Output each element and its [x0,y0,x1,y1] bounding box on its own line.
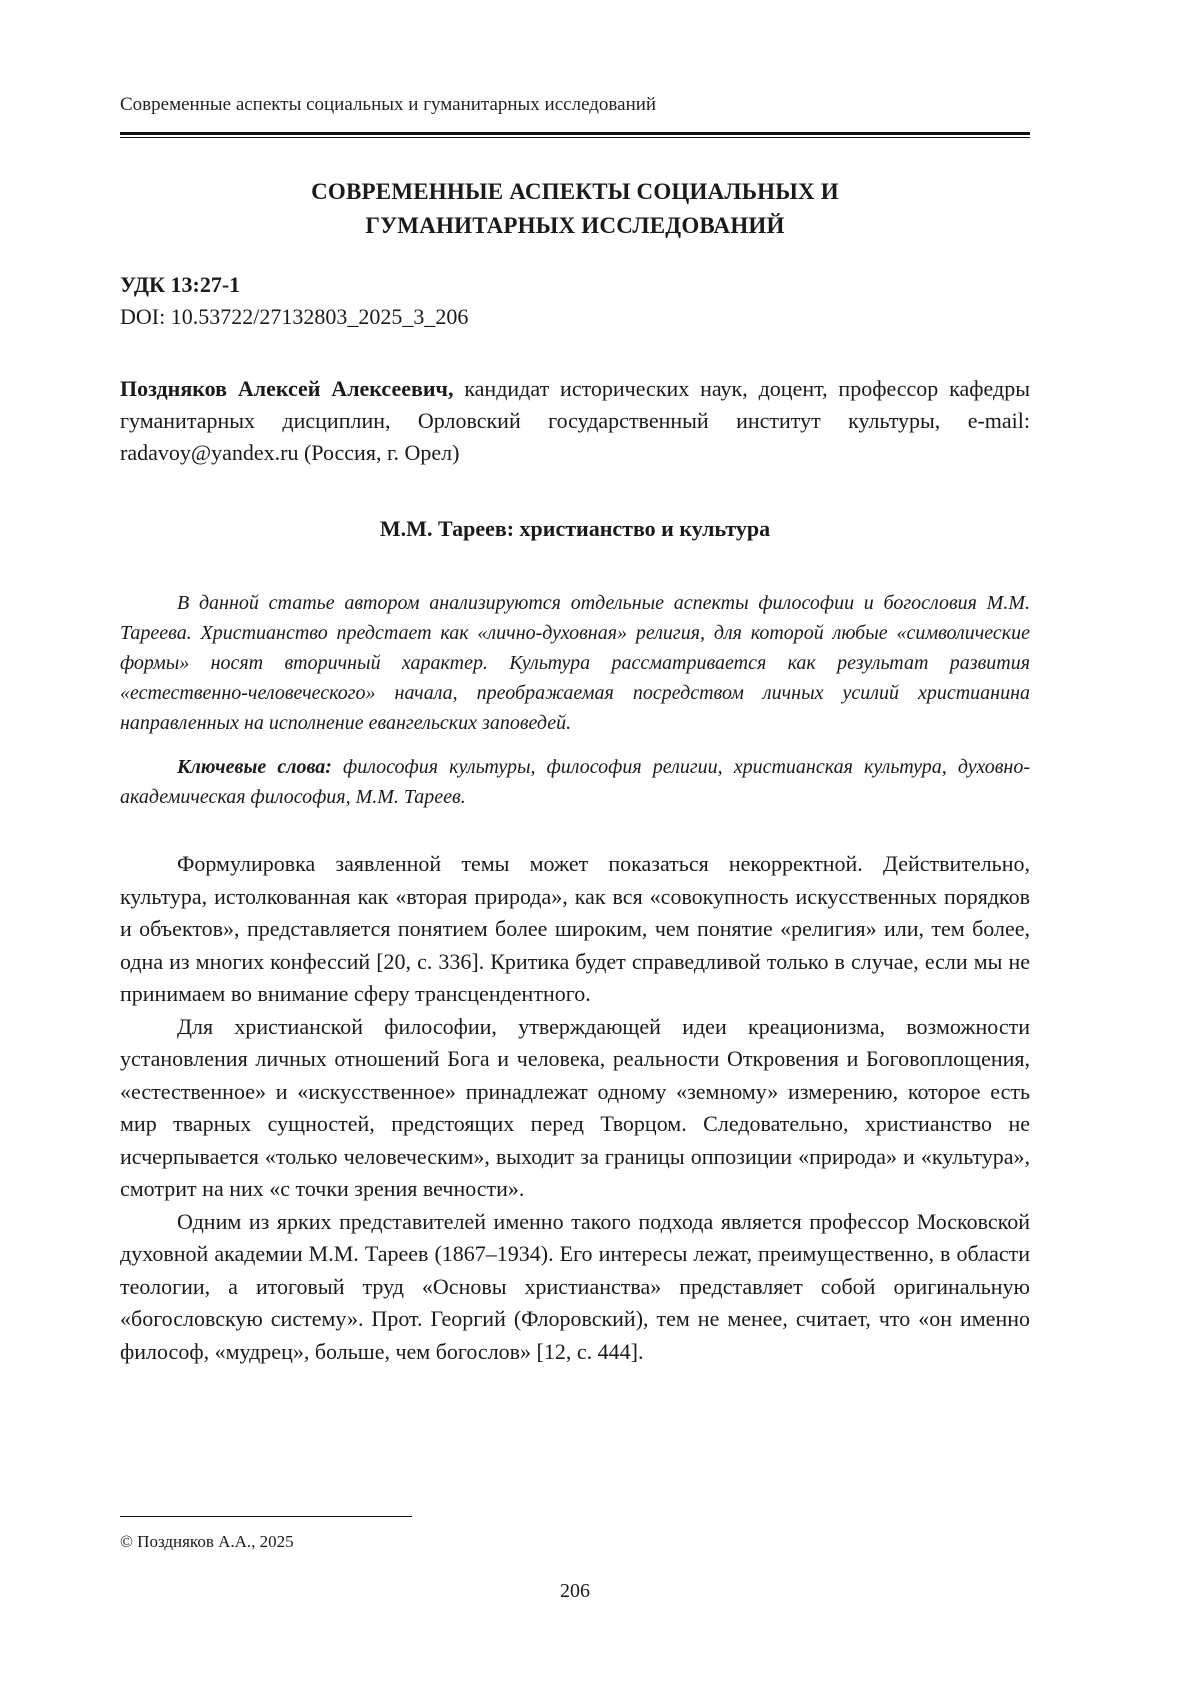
article-title: М.М. Тареев: христианство и культура [379,516,771,541]
author-affiliation: кандидат исторических наук, доцент, профессор кафедры гуманитарных дисциплин, Орловский государственный институт культуры, e-mail: radavoy@yandex.ru (Россия, г. Орел) [120,376,1030,465]
udk-code: УДК 13:27-1 [120,272,241,297]
keywords-text: философия культуры, философия религии, христианская культура, духовно-академическая философия, М.М. Тареев. [120,756,1030,808]
body-paragraph-1: Формулировка заявленной темы может показаться некорректной. Действительно, культура, истолкованная как «вторая природа», как вся «совокупность искусственных порядков и объектов», представляется понятием более широким, чем понятие «религия» или, тем более, одна из многих конфессий [20, с. 336]. Критика будет справедливой только в случае, если мы не принимаем во внимание сферу трансцендентного. [120,851,1030,1006]
footnote-rule [120,1516,412,1517]
body-paragraph-2: Для христианской философии, утверждающей идеи креационизма, возможности установления личных отношений Бога и человека, реальности Откровения и Боговоплощения, «естественное» и «искусственное» принадлежат одному «земному» измерению, которое есть мир тварных сущностей, предстоящих перед Творцом. Следовательно, христианство не исчерпывается «только человеческим», выходит за границы оппозиции «природа» и «культура», смотрит на них «с точки зрения вечности». [120,1013,1030,1201]
journal-title-line-2: ГУМАНИТАРНЫХ ИССЛЕДОВАНИЙ [365,213,785,238]
doi: DOI: 10.53722/27132803_2025_3_206 [120,304,469,329]
journal-title [120,175,1030,243]
copyright-footnote: © Поздняков А.А., 2025 [120,1532,294,1551]
keywords [120,752,1030,812]
journal-title-line-1: СОВРЕМЕННЫЕ АСПЕКТЫ СОЦИАЛЬНЫХ И [311,179,839,204]
abstract: В данной статье автором анализируются отдельные аспекты философии и богословия М.М. Тареева. Христианство предстает как «лично-духовная» религия, для которой любые «символические формы» носят вторичный характер. Культура рассматривается как результат развития «естественно-человеческого» начала, преображаемая посредством личных усилий христианина направленных на исполнение евангельских заповедей. [120,592,1030,734]
article-body [120,848,1030,1368]
author-name: Поздняков Алексей Алексеевич, [120,376,454,401]
page-number: 206 [560,1580,590,1602]
running-header: Современные аспекты социальных и гуманитарных исследований [120,94,657,115]
author-info [120,373,1030,469]
keywords-label: Ключевые слова: [177,756,332,778]
body-paragraph-3: Одним из ярких представителей именно такого подхода является профессор Московской духовной академии М.М. Тареев (1867–1934). Его интересы лежат, преимущественно, в области теологии, а итоговый труд «Основы христианства» представляет собой оригинальную «богословскую систему». Прот. Георгий (Флоровский), тем не менее, считает, что «он именно философ, «мудрец», больше, чем богослов» [12, с. 444]. [120,1208,1030,1364]
header-double-rule [120,132,1030,138]
